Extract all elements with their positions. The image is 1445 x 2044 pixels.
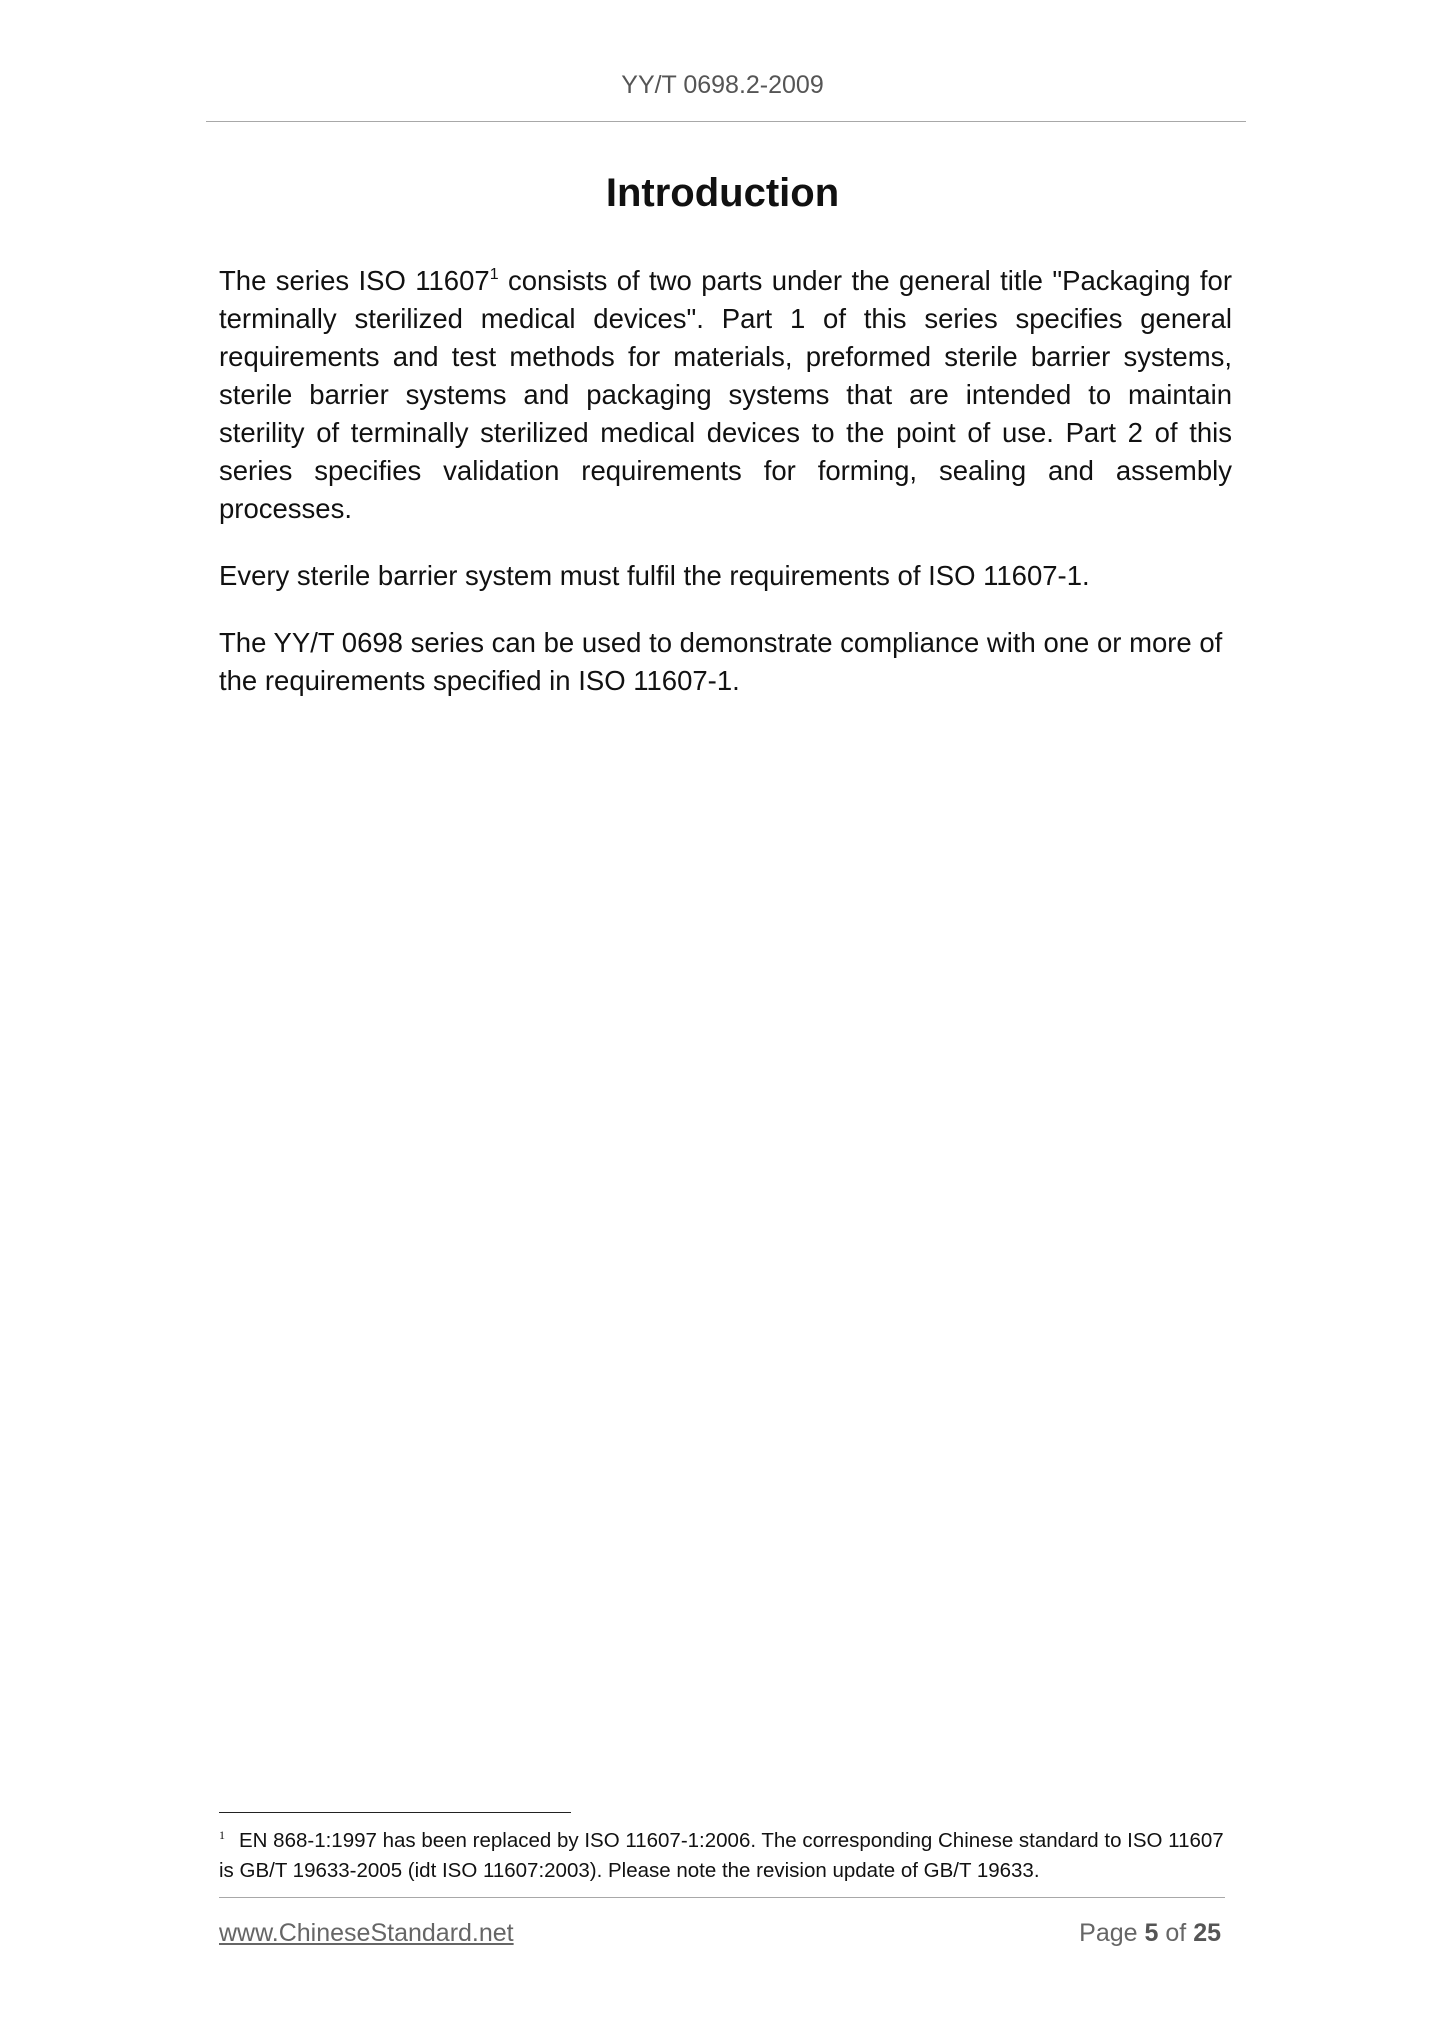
page-total: 25: [1193, 1919, 1221, 1947]
running-header: YY/T 0698.2-2009: [621, 71, 824, 99]
footnote-separator: [219, 1812, 571, 1813]
page-title: Introduction: [605, 171, 840, 215]
intro-paragraph-1: [219, 262, 1232, 528]
footnote: [219, 1826, 1232, 1886]
page-number: [1079, 1917, 1221, 1949]
page-label: Page: [1079, 1919, 1138, 1947]
footnote-text: EN 868-1:1997 has been replaced by ISO 11607-1:2006. The corresponding Chinese standard to ISO 11607 is GB/T 19633-2005 (idt ISO 11607:2003). Please note the revision update of GB/T 19633.: [219, 1829, 1224, 1882]
paragraph-1-body: consists of two parts under the general title "Packaging for terminally sterilized medical devices". Part 1 of this series specifies general requirements and test methods for materials, preformed sterile barrier systems, sterile barrier systems and packaging systems that are intended to maintain sterility of terminally sterilized medical devices to the point of use. Part 2 of this series specifies validation requirements for forming, sealing and assembly processes.: [219, 265, 1233, 524]
website-link[interactable]: www.ChineseStandard.net: [219, 1919, 514, 1947]
footnote-marker: 1: [219, 1828, 225, 1842]
intro-paragraph-3: The YY/T 0698 series can be used to demonstrate compliance with one or more of the requirements specified in ISO 11607-1.: [219, 627, 1223, 696]
page-of-label: of: [1165, 1919, 1187, 1947]
footnote-reference[interactable]: 1: [489, 266, 499, 283]
page-current: 5: [1144, 1919, 1159, 1947]
header-divider: [206, 121, 1246, 122]
footer-divider: [219, 1897, 1225, 1898]
paragraph-1-lead: The series ISO 11607: [219, 265, 490, 296]
intro-paragraph-2: Every sterile barrier system must fulfil the requirements of ISO 11607-1.: [219, 560, 1090, 591]
